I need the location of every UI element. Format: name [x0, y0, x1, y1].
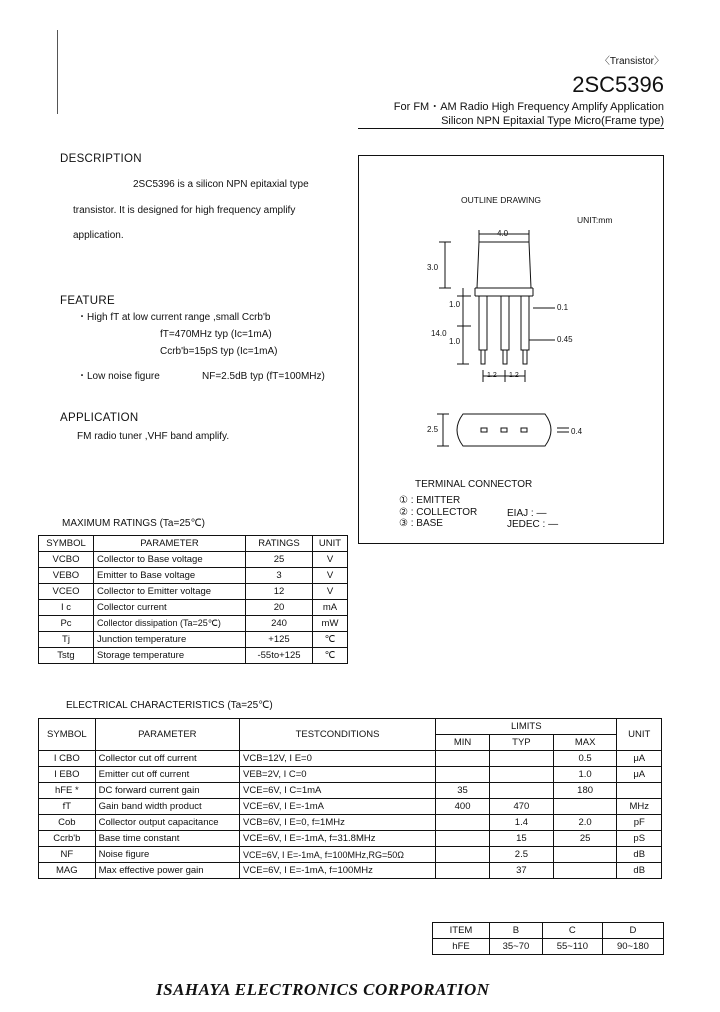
max-cell: 2.0 — [553, 815, 617, 831]
outline-unit: UNIT:mm — [577, 215, 613, 225]
header-rule — [358, 128, 664, 129]
unit-cell: pF — [617, 815, 662, 831]
feature-line-1: ・High fT at low current range ,small Ccrb'b — [77, 312, 271, 323]
dim-body-height: 3.0 — [427, 263, 439, 272]
table-row — [39, 815, 662, 831]
test-cell: VCE=6V, I E=-1mA, f=100MHz,RG=50Ω — [240, 847, 436, 863]
dim-045: 0.45 — [557, 335, 573, 344]
unit-cell: dB — [617, 863, 662, 879]
terminal-base: ③ : BASE — [399, 518, 443, 529]
dim-04: 0.4 — [571, 427, 583, 436]
symbol-cell: Tj — [39, 632, 94, 648]
parameter-cell: Collector dissipation (Ta=25℃) — [94, 616, 246, 632]
header-unit: UNIT — [617, 719, 662, 751]
unit-cell: dB — [617, 847, 662, 863]
symbol-cell: fT — [39, 799, 96, 815]
hfe-label: hFE — [433, 939, 490, 955]
table-row — [39, 648, 348, 664]
hfe-header-item: ITEM — [433, 923, 490, 939]
symbol-cell: VCEO — [39, 584, 94, 600]
subtitle-2: Silicon NPN Epitaxial Type Micro(Frame type) — [441, 115, 664, 127]
parameter-cell: Collector to Emitter voltage — [94, 584, 246, 600]
min-cell — [436, 831, 490, 847]
electrical-table — [38, 718, 662, 879]
table-row — [39, 632, 348, 648]
typ-cell — [490, 767, 554, 783]
header-parameter: PARAMETER — [95, 719, 239, 751]
table-row — [39, 799, 662, 815]
parameter-cell: Gain band width product — [95, 799, 239, 815]
terminal-emitter: ① : EMITTER — [399, 495, 461, 506]
table-row — [39, 847, 662, 863]
description-title: DESCRIPTION — [60, 153, 142, 165]
subtitle-1: For FM・AM Radio High Frequency Amplify Application — [393, 101, 664, 113]
hfe-header-row — [433, 923, 664, 939]
hfe-class-table — [432, 922, 664, 955]
feature-line-5: NF=2.5dB typ (fT=100MHz) — [202, 371, 325, 382]
table-row — [39, 863, 662, 879]
feature-line-3: Ccrb'b=15pS typ (Ic=1mA) — [160, 346, 278, 357]
hfe-value-row — [433, 939, 664, 955]
electrical-header-row — [39, 719, 662, 735]
hfe-value-d: 90~180 — [602, 939, 663, 955]
description-line-2: transistor. It is designed for high frequency amplify — [73, 205, 296, 216]
parameter-cell: Max effective power gain — [95, 863, 239, 879]
test-cell: VCB=6V, I E=0, f=1MHz — [240, 815, 436, 831]
symbol-cell: Tstg — [39, 648, 94, 664]
min-cell — [436, 751, 490, 767]
symbol-cell: Ccrb'b — [39, 831, 96, 847]
table-row — [39, 600, 348, 616]
rating-cell: -55to+125 — [246, 648, 313, 664]
test-cell: VCE=6V, I C=1mA — [240, 783, 436, 799]
min-cell — [436, 815, 490, 831]
test-cell: VEB=2V, I C=0 — [240, 767, 436, 783]
test-cell: VCE=6V, I E=-1mA — [240, 799, 436, 815]
description-line-1: 2SC5396 is a silicon NPN epitaxial type — [133, 179, 309, 190]
test-cell: VCB=12V, I E=0 — [240, 751, 436, 767]
rating-cell: 20 — [246, 600, 313, 616]
table-row — [39, 751, 662, 767]
min-cell: 35 — [436, 783, 490, 799]
symbol-cell: I c — [39, 600, 94, 616]
parameter-cell: DC forward current gain — [95, 783, 239, 799]
terminal-title: TERMINAL CONNECTOR — [415, 479, 533, 490]
max-cell — [553, 799, 617, 815]
max-ratings-table — [38, 535, 348, 664]
symbol-cell: Cob — [39, 815, 96, 831]
parameter-cell: Base time constant — [95, 831, 239, 847]
header-symbol: SYMBOL — [39, 536, 94, 552]
rating-cell: 25 — [246, 552, 313, 568]
symbol-cell: VCBO — [39, 552, 94, 568]
max-cell: 180 — [553, 783, 617, 799]
header-test: TESTCONDITIONS — [240, 719, 436, 751]
part-number: 2SC5396 — [572, 72, 664, 97]
typ-cell: 15 — [490, 831, 554, 847]
symbol-cell: I CBO — [39, 751, 96, 767]
typ-cell: 37 — [490, 863, 554, 879]
header-unit: UNIT — [313, 536, 348, 552]
unit-cell — [617, 783, 662, 799]
application-text: FM radio tuner ,VHF band amplify. — [77, 431, 230, 442]
electrical-title: ELECTRICAL CHARACTERISTICS (Ta=25℃) — [66, 700, 273, 711]
max-cell — [553, 847, 617, 863]
test-cell: VCE=6V, I E=-1mA, f=31.8MHz — [240, 831, 436, 847]
header-parameter: PARAMETER — [94, 536, 246, 552]
unit-cell: μA — [617, 767, 662, 783]
application-title: APPLICATION — [60, 412, 139, 424]
unit-cell: mW — [313, 616, 348, 632]
parameter-cell: Junction temperature — [94, 632, 246, 648]
dim-pitch-2: 1.2 — [509, 372, 519, 379]
unit-cell: V — [313, 584, 348, 600]
feature-line-2: fT=470MHz typ (Ic=1mA) — [160, 329, 272, 340]
min-cell — [436, 767, 490, 783]
feature-line-4: ・Low noise figure — [77, 371, 160, 382]
table-row — [39, 568, 348, 584]
header-ratings: RATINGS — [246, 536, 313, 552]
min-cell — [436, 847, 490, 863]
parameter-cell: Storage temperature — [94, 648, 246, 664]
dim-lead-length: 14.0 — [431, 329, 447, 338]
dim-lead-1: 1.0 — [449, 300, 461, 309]
header-typ: TYP — [490, 735, 554, 751]
parameter-cell: Collector to Base voltage — [94, 552, 246, 568]
symbol-cell: VEBO — [39, 568, 94, 584]
unit-cell: ℃ — [313, 632, 348, 648]
min-cell — [436, 863, 490, 879]
dim-width: 4.0 — [497, 229, 509, 238]
table-row — [39, 616, 348, 632]
unit-cell: mA — [313, 600, 348, 616]
unit-cell: μA — [617, 751, 662, 767]
hfe-value-c: 55~110 — [542, 939, 602, 955]
max-cell: 0.5 — [553, 751, 617, 767]
unit-cell: MHz — [617, 799, 662, 815]
max-cell: 1.0 — [553, 767, 617, 783]
symbol-cell: MAG — [39, 863, 96, 879]
test-cell: VCE=6V, I E=-1mA, f=100MHz — [240, 863, 436, 879]
typ-cell: 1.4 — [490, 815, 554, 831]
symbol-cell: hFE * — [39, 783, 96, 799]
typ-cell — [490, 783, 554, 799]
typ-cell: 470 — [490, 799, 554, 815]
dim-pitch-1: 1.2 — [487, 372, 497, 379]
table-row — [39, 767, 662, 783]
header-symbol: SYMBOL — [39, 719, 96, 751]
header-max: MAX — [553, 735, 617, 751]
unit-cell: pS — [617, 831, 662, 847]
symbol-cell: Pc — [39, 616, 94, 632]
page-border-line — [57, 30, 58, 114]
eiaj-label: EIAJ : — — [507, 508, 547, 519]
max-cell — [553, 863, 617, 879]
header-limits: LIMITS — [436, 719, 617, 735]
parameter-cell: Emitter to Base voltage — [94, 568, 246, 584]
hfe-header-b: B — [490, 923, 543, 939]
typ-cell — [490, 751, 554, 767]
description-line-3: application. — [73, 230, 124, 241]
table-row — [39, 552, 348, 568]
parameter-cell: Noise figure — [95, 847, 239, 863]
header-min: MIN — [436, 735, 490, 751]
typ-cell: 2.5 — [490, 847, 554, 863]
hfe-value-b: 35~70 — [490, 939, 543, 955]
max-ratings-header-row — [39, 536, 348, 552]
dim-lead-2: 1.0 — [449, 337, 461, 346]
unit-cell: V — [313, 568, 348, 584]
table-row — [39, 831, 662, 847]
table-row — [39, 584, 348, 600]
category-label: 〈Transistor〉 — [599, 56, 664, 67]
rating-cell: 3 — [246, 568, 313, 584]
parameter-cell: Collector current — [94, 600, 246, 616]
hfe-header-c: C — [542, 923, 602, 939]
package-outline-drawing — [359, 156, 663, 476]
rating-cell: 240 — [246, 616, 313, 632]
unit-cell: V — [313, 552, 348, 568]
parameter-cell: Emitter cut off current — [95, 767, 239, 783]
parameter-cell: Collector cut off current — [95, 751, 239, 767]
max-cell: 25 — [553, 831, 617, 847]
outline-title: OUTLINE DRAWING — [461, 195, 541, 205]
dim-thickness: 2.5 — [427, 425, 439, 434]
feature-title: FEATURE — [60, 295, 115, 307]
jedec-label: JEDEC : — — [507, 519, 559, 530]
max-ratings-title: MAXIMUM RATINGS (Ta=25℃) — [62, 518, 206, 529]
rating-cell: +125 — [246, 632, 313, 648]
rating-cell: 12 — [246, 584, 313, 600]
dim-01: 0.1 — [557, 303, 569, 312]
company-name: ISAHAYA ELECTRONICS CORPORATION — [156, 980, 490, 999]
hfe-header-d: D — [602, 923, 663, 939]
outline-drawing-box — [358, 155, 664, 544]
min-cell: 400 — [436, 799, 490, 815]
terminal-collector: ② : COLLECTOR — [399, 507, 478, 518]
unit-cell: ℃ — [313, 648, 348, 664]
symbol-cell: NF — [39, 847, 96, 863]
table-row — [39, 783, 662, 799]
parameter-cell: Collector output capacitance — [95, 815, 239, 831]
symbol-cell: I EBO — [39, 767, 96, 783]
